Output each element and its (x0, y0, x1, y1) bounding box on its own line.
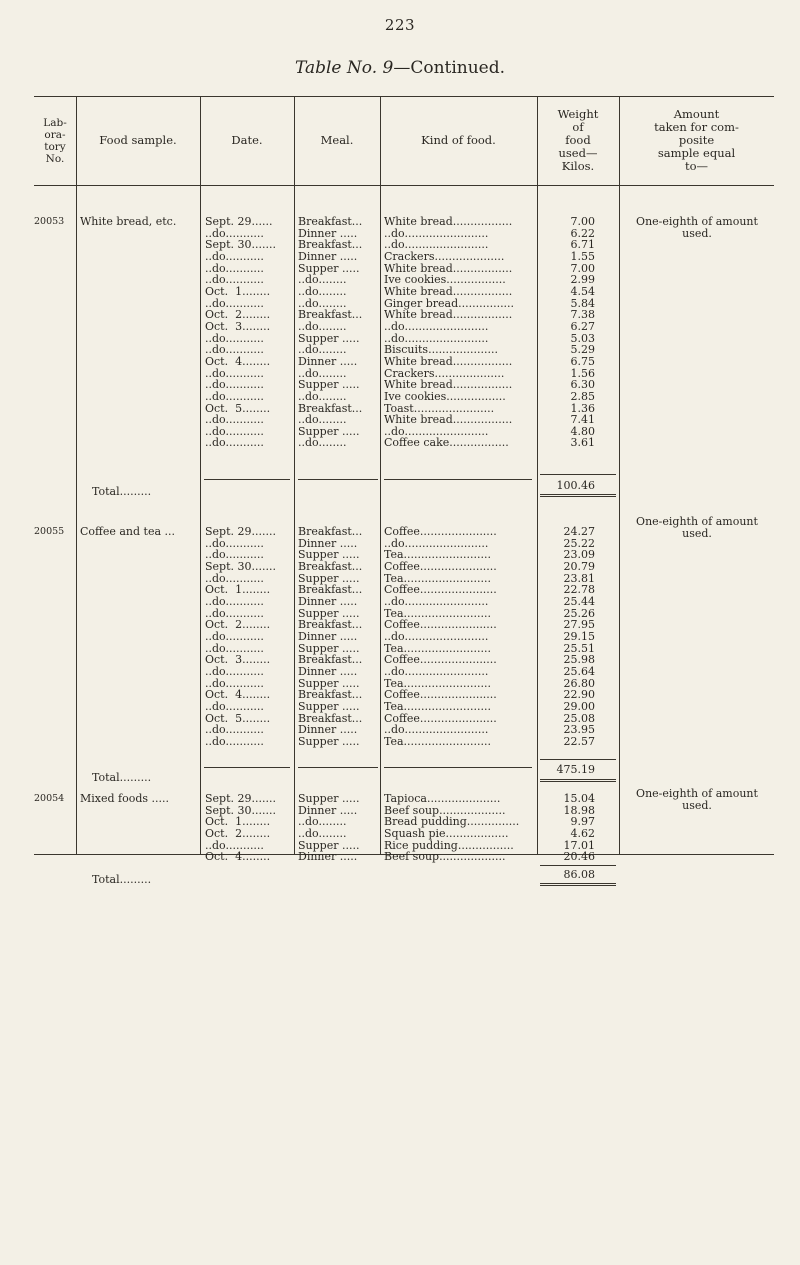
sumline-date-20053 (204, 479, 290, 480)
weights-20055: 24.27 25.22 23.09 20.79 23.81 22.78 25.44 25.26 27.95 29.15 25.51 25.98 25.64 26.80 22.90 29.00 25.08 23.95 22.57 (563, 525, 595, 748)
col-divider-4 (380, 96, 381, 854)
weights-20053: 7.00 6.22 6.71 1.55 7.00 2.99 4.54 5.84 7.38 6.27 5.03 5.29 6.75 1.56 6.30 2.85 1.36 7.41 4.80 3.61 (570, 215, 595, 450)
header-meal: Meal. (320, 133, 354, 147)
sumline-date-20055 (204, 767, 290, 768)
amount-note-20053: One-eighth of amount used. (636, 215, 758, 240)
food-sample-coffee-tea: Coffee and tea ... (80, 525, 176, 538)
total-20054: 86.08 (563, 868, 595, 881)
total-label-20053: Total......... (92, 485, 152, 498)
header-rule (34, 185, 774, 186)
table-number: Table No. 9 (294, 58, 394, 78)
col-divider-1 (76, 96, 77, 854)
weights-20054: 15.04 18.98 9.97 4.62 17.01 20.46 (563, 792, 595, 864)
sumline-weight-20055 (540, 759, 616, 760)
dates-20054: Sept. 29....... Sept. 30....... Oct. 1........ Oct. 2........ ..do........... Oct. 4........ (205, 792, 276, 864)
sumline-meal-20055 (298, 767, 378, 768)
header-lab-no: Lab- ora- tory No. (43, 116, 67, 165)
lab-no-20054: 20054 (34, 793, 65, 804)
food-sample-mixed-foods: Mixed foods ..... (80, 792, 170, 805)
amount-note-20055: One-eighth of amount used. (636, 515, 758, 540)
total-20053: 100.46 (556, 479, 595, 492)
kinds-20053: White bread................. ..do........................ ..do........................ Crackers.................... White bread................. Ive cookies................. White bread................. Ginger bread................ White bread................. ..do........................ ..do........................ Biscuits.................... White bread................. Crackers.................... White bread................. Ive cookies................. Toast....................... White bread................. ..do........................ Coffee cake................. (384, 215, 515, 450)
header-kind: Kind of food. (421, 133, 496, 147)
lab-no-20055: 20055 (34, 526, 65, 537)
table-title (0, 58, 800, 78)
meals-20055: Breakfast... Dinner ..... Supper ..... Breakfast... Supper ..... Breakfast... Dinner ..... Supper ..... Breakfast... Dinner ..... Supper ..... Breakfast... Dinner ..... Supper ..... Breakfast... Supper ..... Breakfast... Dinner ..... Supper ..... (298, 525, 363, 748)
sumline-kind-20055 (384, 767, 532, 768)
sumline-weight-20054 (540, 865, 616, 866)
kinds-20054: Tapioca..................... Beef soup................... Bread pudding............... Squash pie.................. Rice pudding................ Beef soup................... (384, 792, 520, 864)
col-divider-6 (619, 96, 620, 854)
dates-20055: Sept. 29....... ..do........... ..do........... Sept. 30....... ..do........... Oct. 1........ ..do........... ..do........... Oct. 2........ ..do........... ..do........... Oct. 3........ ..do........... ..do........... Oct. 4........ ..do........... Oct. 5........ ..do........... ..do........... (205, 525, 276, 748)
total-label-20054: Total......... (92, 873, 152, 886)
amount-note-20054: One-eighth of amount used. (636, 787, 758, 812)
double-rule-20053 (540, 494, 616, 497)
col-divider-3 (294, 96, 295, 854)
header-amount: Amount taken for com- posite sample equal to— (654, 107, 739, 173)
table-continued: —Continued. (393, 58, 506, 78)
sumline-weight-20053 (540, 474, 616, 475)
double-rule-20055 (540, 779, 616, 782)
page-number: 223 (384, 16, 416, 34)
header-food-sample: Food sample. (99, 133, 177, 147)
kinds-20055: Coffee...................... ..do........................ Tea......................... Coffee...................... Tea......................... Coffee...................... ..do........................ Tea......................... Coffee...................... ..do........................ Tea......................... Coffee...................... ..do........................ Tea......................... Coffee...................... Tea......................... Coffee...................... ..do........................ Tea......................... (384, 525, 497, 748)
total-20055: 475.19 (556, 763, 595, 776)
total-label-20055: Total......... (92, 771, 152, 784)
food-table (34, 96, 774, 956)
meals-20054: Supper ..... Dinner ..... ..do........ ..do........ Supper ..... Dinner ..... (298, 792, 360, 864)
lab-no-20053: 20053 (34, 216, 65, 227)
food-sample-white-bread: White bread, etc. (80, 215, 177, 228)
header-weight: Weight of food used— Kilos. (557, 107, 599, 173)
sumline-meal-20053 (298, 479, 378, 480)
col-divider-2 (200, 96, 201, 854)
sumline-kind-20053 (384, 479, 532, 480)
header-date: Date. (231, 133, 263, 147)
dates-20053: Sept. 29...... ..do........... Sept. 30....... ..do........... ..do........... ..do........... Oct. 1........ ..do........... Oct. 2........ Oct. 3........ ..do........... ..do........... Oct. 4........ ..do........... ..do........... ..do........... Oct. 5........ ..do........... ..do........... ..do........... (205, 215, 276, 450)
double-rule-20054 (540, 883, 616, 886)
meals-20053: Breakfast... Dinner ..... Breakfast... Dinner ..... Supper ..... ..do........ ..do........ ..do........ Breakfast... ..do........ Supper ..... ..do........ Dinner ..... ..do........ Supper ..... ..do........ Breakfast... ..do........ Supper ..... ..do........ (298, 215, 363, 450)
